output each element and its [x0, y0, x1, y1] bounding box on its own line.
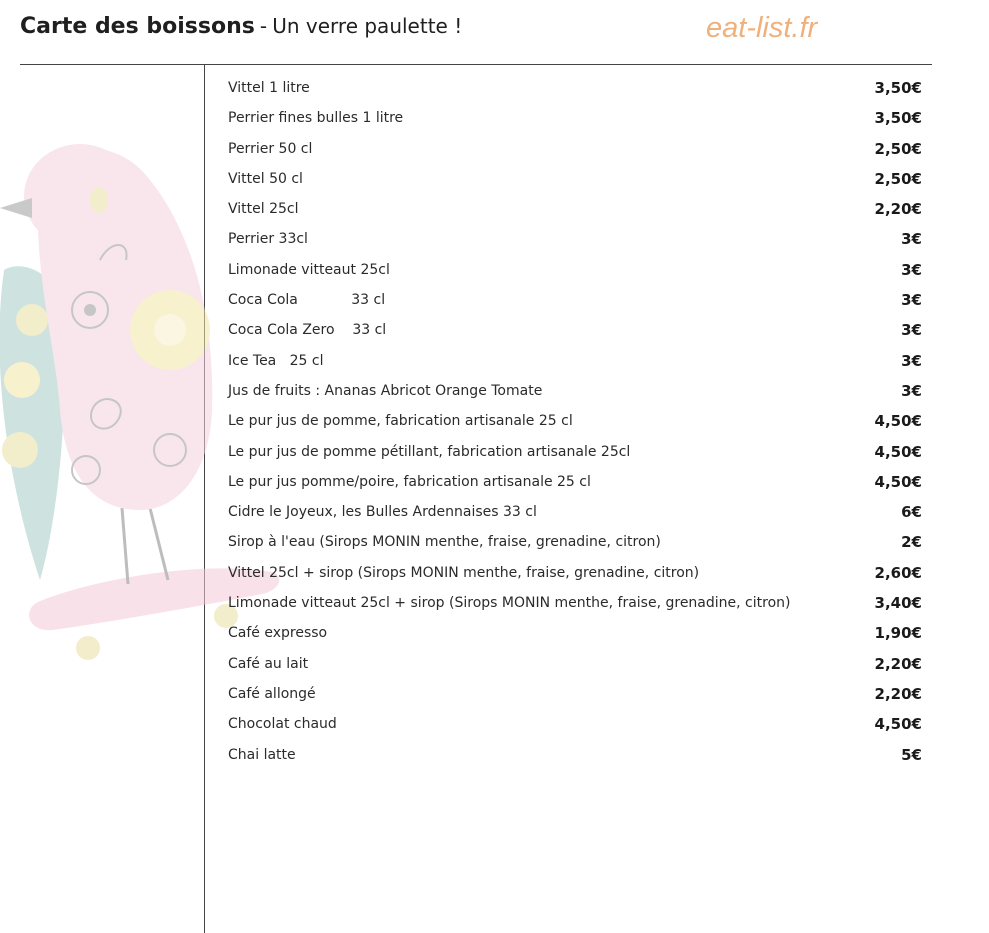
- item-name: Le pur jus de pomme, fabrication artisanale 25 cl: [228, 413, 573, 430]
- menu-item: [228, 440, 928, 470]
- item-name: Sirop à l'eau (Sirops MONIN menthe, fraise, grenadine, citron): [228, 534, 661, 551]
- menu-item: [228, 197, 928, 227]
- item-price: 3,50€: [874, 109, 922, 128]
- menu-item: [228, 258, 928, 288]
- item-price: 4,50€: [874, 412, 922, 431]
- item-price: 2,50€: [874, 169, 922, 188]
- menu-item: [228, 682, 928, 712]
- menu-item: [228, 591, 928, 621]
- menu-item: [228, 349, 928, 379]
- item-name: Vittel 50 cl: [228, 170, 303, 187]
- item-price: 1,90€: [874, 624, 922, 643]
- item-name: Cidre le Joyeux, les Bulles Ardennaises 33 cl: [228, 504, 537, 521]
- item-name: Limonade vitteaut 25cl: [228, 261, 390, 278]
- item-name: Limonade vitteaut 25cl + sirop (Sirops MONIN menthe, fraise, grenadine, citron): [228, 595, 791, 612]
- menu-item: [228, 106, 928, 136]
- item-name: Café expresso: [228, 625, 328, 642]
- item-name: Jus de fruits : Ananas Abricot Orange Tomate: [228, 382, 543, 399]
- menu-item: [228, 561, 928, 591]
- item-price: 2€: [901, 533, 922, 552]
- item-price: 2,20€: [874, 654, 922, 673]
- menu-item: [228, 712, 928, 742]
- item-price: 3€: [901, 321, 922, 340]
- item-name: Coca Cola 33 cl: [228, 292, 386, 309]
- menu-item: [228, 621, 928, 651]
- item-name: Perrier fines bulles 1 litre: [228, 110, 404, 127]
- item-price: 2,20€: [874, 684, 922, 703]
- item-price: 3€: [901, 351, 922, 370]
- page-title: Carte des boissons: [20, 14, 255, 39]
- item-name: Vittel 25cl + sirop (Sirops MONIN menthe, fraise, grenadine, citron): [228, 564, 700, 581]
- item-name: Chocolat chaud: [228, 716, 337, 733]
- item-name: Perrier 50 cl: [228, 140, 313, 157]
- item-price: 2,60€: [874, 563, 922, 582]
- item-name: Le pur jus pomme/poire, fabrication artisanale 25 cl: [228, 473, 591, 490]
- menu-item: [228, 288, 928, 318]
- item-name: Perrier 33cl: [228, 231, 308, 248]
- item-price: 6€: [901, 503, 922, 522]
- item-name: Café allongé: [228, 685, 316, 702]
- menu-item: [228, 743, 928, 773]
- item-price: 4,50€: [874, 472, 922, 491]
- menu-item: [228, 227, 928, 257]
- menu-item: [228, 379, 928, 409]
- item-name: Ice Tea 25 cl: [228, 352, 324, 369]
- item-price: 2,20€: [874, 200, 922, 219]
- item-name: Vittel 1 litre: [228, 80, 310, 96]
- item-price: 3€: [901, 291, 922, 310]
- item-name: Coca Cola Zero 33 cl: [228, 322, 387, 339]
- menu-item: [228, 318, 928, 348]
- item-price: 3€: [901, 381, 922, 400]
- menu-item: [228, 137, 928, 167]
- item-price: 3,50€: [874, 79, 922, 97]
- watermark: eat-list.fr: [706, 12, 818, 44]
- drinks-menu: [228, 76, 928, 773]
- menu-item: [228, 76, 928, 106]
- item-price: 2,50€: [874, 139, 922, 158]
- menu-item: [228, 530, 928, 560]
- menu-item: [228, 167, 928, 197]
- item-price: 3€: [901, 230, 922, 249]
- header-divider: [20, 64, 932, 65]
- item-name: Café au lait: [228, 655, 309, 672]
- title-separator: -: [259, 14, 268, 38]
- item-price: 5€: [901, 745, 922, 764]
- item-name: Chai latte: [228, 746, 296, 763]
- item-name: Le pur jus de pomme pétillant, fabrication artisanale 25cl: [228, 443, 631, 460]
- menu-item: [228, 652, 928, 682]
- item-price: 3€: [901, 260, 922, 279]
- page-subtitle: Un verre paulette !: [272, 14, 463, 38]
- item-name: Vittel 25cl: [228, 201, 299, 218]
- item-price: 4,50€: [874, 715, 922, 734]
- page-header: [20, 14, 960, 50]
- item-price: 3,40€: [874, 594, 922, 613]
- menu-item: [228, 409, 928, 439]
- item-price: 4,50€: [874, 442, 922, 461]
- menu-item: [228, 500, 928, 530]
- menu-item: [228, 470, 928, 500]
